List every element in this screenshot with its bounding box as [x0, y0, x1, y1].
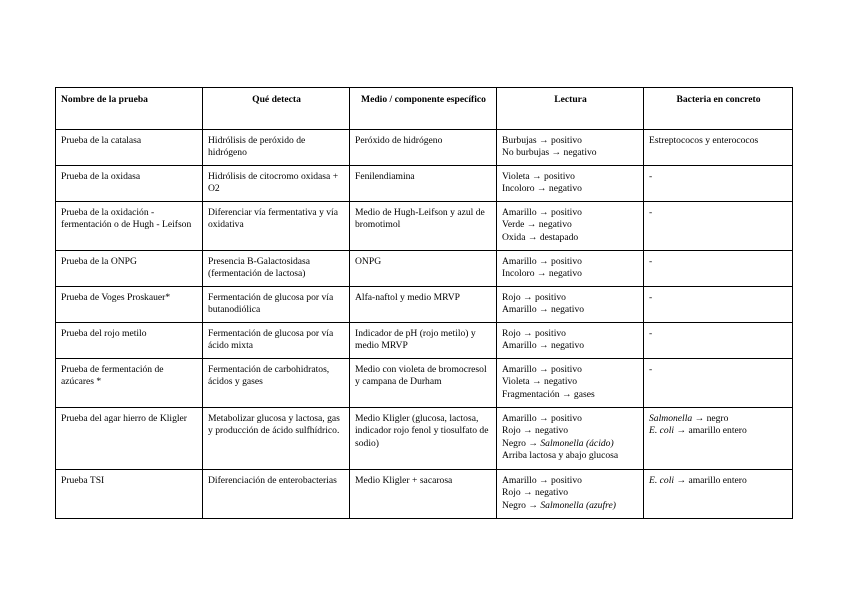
test-name-cell: Prueba de fermentación de azúcares *: [56, 359, 203, 408]
table-row: [56, 130, 793, 166]
reading-prefix: Negro →: [502, 499, 541, 511]
medium-cell: Peróxido de hidrógeno: [350, 130, 497, 166]
detects-cell: Fermentación de glucosa por vía butanodiólica: [203, 287, 350, 323]
test-name-cell: Prueba de la ONPG: [56, 251, 203, 287]
reading-cell: [497, 323, 644, 359]
test-name-cell: Prueba de Voges Proskauer*: [56, 287, 203, 323]
reading-organism: Salmonella (azufre): [540, 499, 616, 511]
reading-line: Arriba lactosa y abajo glucosa: [502, 450, 619, 462]
test-name-cell: Prueba de la oxidación - fermentación o de Hugh - Leifson: [56, 202, 203, 251]
reading-line: Verde → negativo: [502, 219, 572, 231]
table-row: [56, 359, 793, 408]
reading-line: Fragmentación → gases: [502, 388, 595, 400]
reading-line: No burbujas → negativo: [502, 147, 597, 159]
medium-cell: Medio Kligler + sacarosa: [350, 470, 497, 519]
detects-cell: Hidrólisis de citocromo oxidasa + O2: [203, 166, 350, 202]
organism-result: → amarillo entero: [674, 475, 747, 486]
reading-line: Rojo → positivo: [502, 292, 566, 303]
bacteria-line: [649, 475, 788, 487]
detects-cell: Presencia B-Galactosidasa (fermentación de lactosa): [203, 251, 350, 287]
header-medium: Medio / componente específico: [350, 88, 497, 130]
reading-line: Rojo → negativo: [502, 425, 569, 437]
reading-cell: [497, 130, 644, 166]
reading-line: Incoloro → negativo: [502, 183, 582, 195]
medium-cell: Medio Kligler (glucosa, lactosa, indicador rojo fenol y tiosulfato de sodio): [350, 408, 497, 470]
medium-cell: Fenilendiamina: [350, 166, 497, 202]
organism-name: E. coli: [649, 475, 675, 486]
header-reading: Lectura: [497, 88, 644, 130]
reading-cell: [497, 202, 644, 251]
reading-line: [502, 438, 639, 450]
reading-line: Amarillo → negativo: [502, 340, 585, 352]
test-name-cell: Prueba del rojo metilo: [56, 323, 203, 359]
medium-cell: Indicador de pH (rojo metilo) y medio MRVP: [350, 323, 497, 359]
reading-line: Amarillo → positivo: [502, 475, 582, 486]
reading-line: Incoloro → negativo: [502, 268, 582, 280]
test-name-cell: Prueba TSI: [56, 470, 203, 519]
bacteria-cell: -: [644, 287, 793, 323]
detects-cell: Fermentación de carbohidratos, ácidos y gases: [203, 359, 350, 408]
header-detects: Qué detecta: [203, 88, 350, 130]
organism-name: Salmonella: [649, 413, 693, 424]
bacteria-cell: Estreptococos y enterococos: [644, 130, 793, 166]
medium-cell: ONPG: [350, 251, 497, 287]
table-row: [56, 287, 793, 323]
test-name-cell: Prueba de la oxidasa: [56, 166, 203, 202]
reading-line: Rojo → positivo: [502, 328, 566, 339]
organism-name: E. coli: [649, 425, 675, 437]
table-row: [56, 166, 793, 202]
reading-line: Violeta → positivo: [502, 171, 575, 182]
header-bacteria: Bacteria en concreto: [644, 88, 793, 130]
reading-line: Amarillo → positivo: [502, 207, 582, 218]
table-header-row: [56, 88, 793, 130]
bacteria-cell: -: [644, 166, 793, 202]
table-row: [56, 202, 793, 251]
detects-cell: Diferenciación de enterobacterias: [203, 470, 350, 519]
organism-result: → negro: [692, 413, 729, 424]
bacteria-cell: [644, 408, 793, 470]
medium-cell: Medio con violeta de bromocresol y campana de Durham: [350, 359, 497, 408]
reading-cell: [497, 359, 644, 408]
medium-cell: Medio de Hugh-Leifson y azul de bromotimol: [350, 202, 497, 251]
header-test-name: Nombre de la prueba: [56, 88, 203, 130]
reading-cell: [497, 287, 644, 323]
reading-line: Violeta → negativo: [502, 376, 578, 388]
test-name-cell: Prueba del agar hierro de Kligler: [56, 408, 203, 470]
bacteria-cell: -: [644, 323, 793, 359]
reading-cell: [497, 251, 644, 287]
reading-line: Amarillo → negativo: [502, 304, 585, 316]
medium-cell: Alfa-naftol y medio MRVP: [350, 287, 497, 323]
reading-line: Rojo → negativo: [502, 487, 569, 499]
detects-cell: Fermentación de glucosa por vía ácido mixta: [203, 323, 350, 359]
bacteria-cell: -: [644, 202, 793, 251]
reading-line: Amarillo → positivo: [502, 413, 582, 424]
table-row: [56, 408, 793, 470]
bacteria-cell: -: [644, 359, 793, 408]
test-name-cell: Prueba de la catalasa: [56, 130, 203, 166]
reading-line: Oxida → destapado: [502, 231, 579, 243]
reading-line: [502, 500, 639, 512]
table-row: [56, 251, 793, 287]
bacteria-line: [649, 413, 788, 425]
bacteria-cell: -: [644, 251, 793, 287]
detects-cell: Hidrólisis de peróxido de hidrógeno: [203, 130, 350, 166]
reading-prefix: Negro →: [502, 437, 541, 449]
bacteria-cell: [644, 470, 793, 519]
reading-line: Amarillo → positivo: [502, 256, 582, 267]
reading-line: Amarillo → positivo: [502, 364, 582, 375]
detects-cell: Diferenciar vía fermentativa y vía oxidativa: [203, 202, 350, 251]
reading-organism: Salmonella (ácido): [540, 437, 614, 449]
biochemical-tests-table: [55, 87, 793, 519]
bacteria-line: [649, 425, 788, 437]
reading-line: Burbujas → positivo: [502, 135, 582, 146]
detects-cell: Metabolizar glucosa y lactosa, gas y producción de ácido sulfhídrico.: [203, 408, 350, 470]
table-row: [56, 323, 793, 359]
reading-cell: [497, 166, 644, 202]
reading-cell: [497, 470, 644, 519]
reading-cell: [497, 408, 644, 470]
table-row: [56, 470, 793, 519]
organism-result: → amarillo entero: [674, 425, 747, 437]
